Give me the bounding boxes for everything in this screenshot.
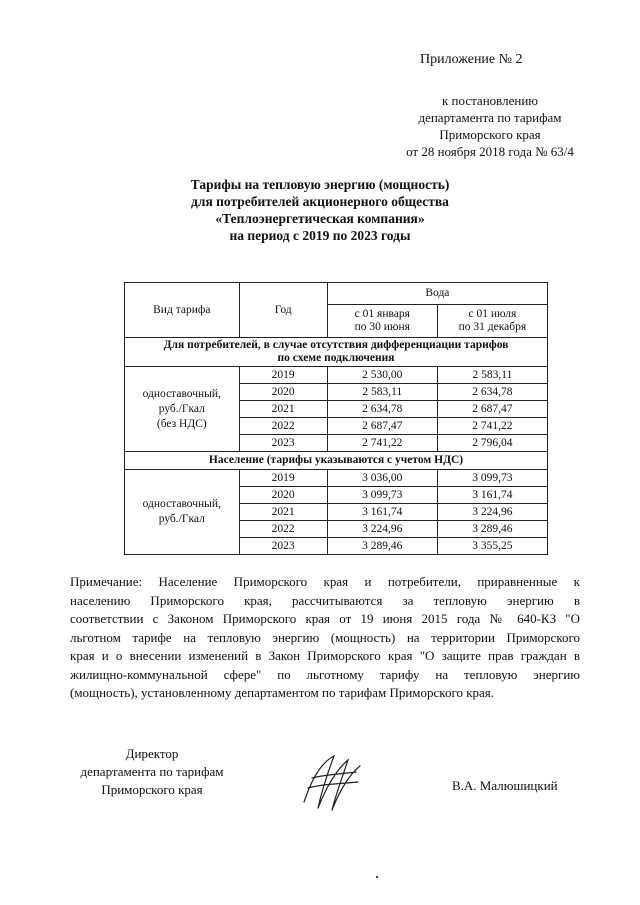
note-line: Примечание: Население Приморского края и потребители, приравненные к (70, 574, 580, 589)
tariff-table (124, 282, 548, 555)
note-line: (мощность), установленному департаментом по тарифам Приморского края. (70, 685, 495, 700)
title-line: для потребителей акционерного общества (191, 194, 449, 209)
tariff-value-p2: 2 634,78 (437, 384, 547, 401)
resolution-line: Приморского края (439, 127, 541, 142)
column-header-tariff-type: Вид тарифа (125, 283, 240, 338)
resolution-line: к постановлению (441, 93, 539, 108)
tariff-value-p1: 3 289,46 (327, 538, 437, 555)
resolution-reference (380, 92, 600, 160)
year-cell: 2023 (239, 435, 327, 452)
tariff-type-cell (125, 367, 240, 452)
document-title (100, 176, 540, 244)
tariff-type-line: одноставочный, (142, 498, 221, 510)
year-cell: 2019 (239, 470, 327, 487)
tariff-value-p1: 3 161,74 (327, 504, 437, 521)
column-header-water: Вода (327, 283, 547, 305)
note-paragraph (70, 573, 580, 703)
year-cell: 2020 (239, 487, 327, 504)
tariff-value-p1: 3 036,00 (327, 470, 437, 487)
section-title-line: Население (тарифы указываются с учетом НДС) (208, 454, 464, 466)
tariff-value-p2: 2 796,04 (437, 435, 547, 452)
note-line: льготном тарифе на тепловую энергию (мощность) на территории Приморского (70, 629, 580, 645)
tariff-value-p1: 2 741,22 (327, 435, 437, 452)
period-line: с 01 июля (468, 307, 517, 320)
tariff-value-p2: 3 099,73 (437, 470, 547, 487)
note-line: соответствии с Законом Приморского края от 19 июня 2015 года № 640-КЗ "О (70, 611, 580, 626)
tariff-value-p1: 2 583,11 (327, 384, 437, 401)
tariff-value-p2: 2 583,11 (437, 367, 547, 384)
note-line: населению Приморского края, рассчитываются за тепловую энергию в (70, 592, 580, 608)
tariff-value-p2: 2 687,47 (437, 401, 547, 418)
tariff-value-p2: 3 161,74 (437, 487, 547, 504)
column-header-period-2 (437, 304, 547, 337)
column-header-period-1 (327, 304, 437, 337)
title-line: «Теплоэнергетическая компания» (215, 211, 425, 226)
note-line: жилищно-коммунальной сфере" по льготному тарифу на тепловую энергию (70, 666, 580, 682)
section-title-line: Для потребителей, в случае отсутствия дифференциации тарифов (163, 339, 509, 351)
signatory-name: В.А. Малюшицкий (452, 778, 558, 793)
tariff-value-p2: 2 741,22 (437, 418, 547, 435)
title-line: Тарифы на тепловую энергию (мощность) (190, 177, 450, 192)
appendix-number: Приложение № 2 (420, 52, 523, 67)
section-title-line: по схеме подключения (277, 352, 395, 364)
period-line: по 30 июня (354, 320, 410, 333)
tariff-value-p2: 3 355,25 (437, 538, 547, 555)
year-cell: 2022 (239, 418, 327, 435)
tariff-value-p1: 2 530,00 (327, 367, 437, 384)
section-title-general (125, 338, 548, 367)
handwritten-signature (298, 748, 368, 818)
period-line: по 31 декабря (458, 320, 527, 333)
position-line: департамента по тарифам (80, 764, 224, 779)
year-cell: 2019 (239, 367, 327, 384)
tariff-type-cell (125, 470, 240, 555)
section-title-population (125, 452, 548, 470)
year-cell: 2022 (239, 521, 327, 538)
tariff-value-p2: 3 289,46 (437, 521, 547, 538)
tariff-value-p1: 2 634,78 (327, 401, 437, 418)
signatory-position (62, 745, 242, 799)
scan-speck (376, 876, 378, 878)
title-line: на период с 2019 по 2023 годы (229, 228, 411, 243)
year-cell: 2020 (239, 384, 327, 401)
year-cell: 2023 (239, 538, 327, 555)
column-header-year: Год (239, 283, 327, 338)
year-cell: 2021 (239, 504, 327, 521)
tariff-type-line: руб./Гкал (158, 402, 205, 415)
tariff-value-p2: 3 224,96 (437, 504, 547, 521)
note-line: края и о внесении изменений в Закон Приморского края "О защите прав граждан в (70, 648, 580, 663)
position-line: Приморского края (101, 782, 203, 797)
tariff-type-line: (без НДС) (156, 417, 207, 430)
year-cell: 2021 (239, 401, 327, 418)
tariff-value-p1: 2 687,47 (327, 418, 437, 435)
resolution-line: от 28 ноября 2018 года № 63/4 (406, 144, 574, 159)
tariff-type-line: руб./Гкал (158, 513, 205, 525)
tariff-value-p1: 3 099,73 (327, 487, 437, 504)
tariff-type-line: одноставочный, (142, 387, 221, 400)
position-line: Директор (125, 746, 179, 761)
period-line: с 01 января (354, 307, 410, 320)
resolution-line: департамента по тарифам (418, 110, 562, 125)
tariff-value-p1: 3 224,96 (327, 521, 437, 538)
